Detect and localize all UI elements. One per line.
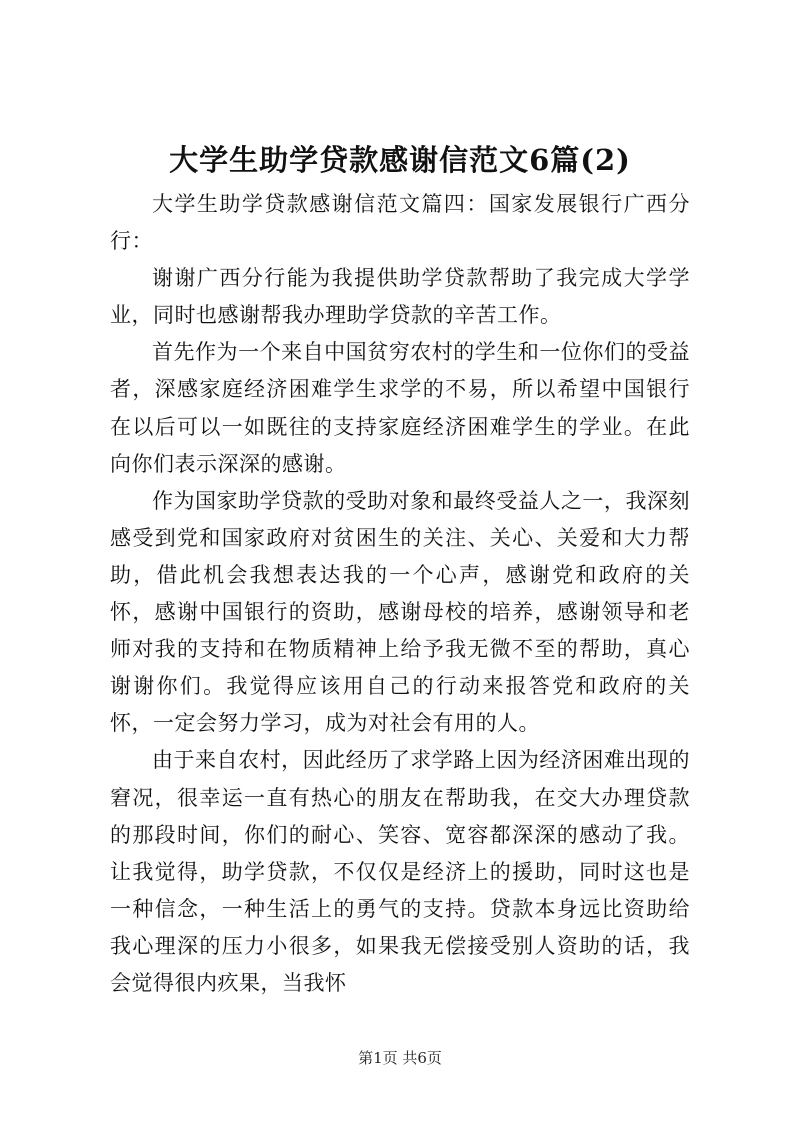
- page-footer: 第1页 共6页: [358, 1049, 442, 1067]
- paragraph-salutation: 大学生助学贷款感谢信范文篇四：国家发展银行广西分行：: [110, 192, 690, 254]
- document-title: 大学生助学贷款感谢信范文6篇(2): [169, 143, 631, 177]
- paragraph-experience: 由于来自农村，因此经历了求学路上因为经济困难出现的窘况，很幸运一直有热心的朋友在帮助我，在交大办理贷款的那段时间，你们的耐心、笑容、宽容都深深的感动了我。让我觉得，助学贷款，不仅仅是经济上的援助，同时这也是一种信念，一种生活上的勇气的支持。贷款本身远比资助给我心理深的压力小很多，如果我无偿接受别人资助的话，我会觉得很内疚果，当我怀: [110, 748, 690, 995]
- paragraph-thanks: 谢谢广西分行能为我提供助学贷款帮助了我完成大学学业，同时也感谢帮我办理助学贷款的辛苦工作。: [110, 266, 690, 328]
- document-body: [110, 186, 690, 1002]
- paragraph-gratitude: 首先作为一个来自中国贫穷农村的学生和一位你们的受益者，深感家庭经济困难学生求学的不易，所以希望中国银行在以后可以一如既往的支持家庭经济困难学生的学业。在此向你们表示深深的感谢。: [110, 340, 690, 476]
- paragraph-commitment: 作为国家助学贷款的受助对象和最终受益人之一，我深刻感受到党和国家政府对贫困生的关注、关心、关爱和大力帮助，借此机会我想表达我的一个心声，感谢党和政府的关怀，感谢中国银行的资助，感谢母校的培养，感谢领导和老师对我的支持和在物质精神上给予我无微不至的帮助，真心谢谢你们。我觉得应该用自己的行动来报答党和政府的关怀，一定会努力学习，成为对社会有用的人。: [110, 488, 690, 736]
